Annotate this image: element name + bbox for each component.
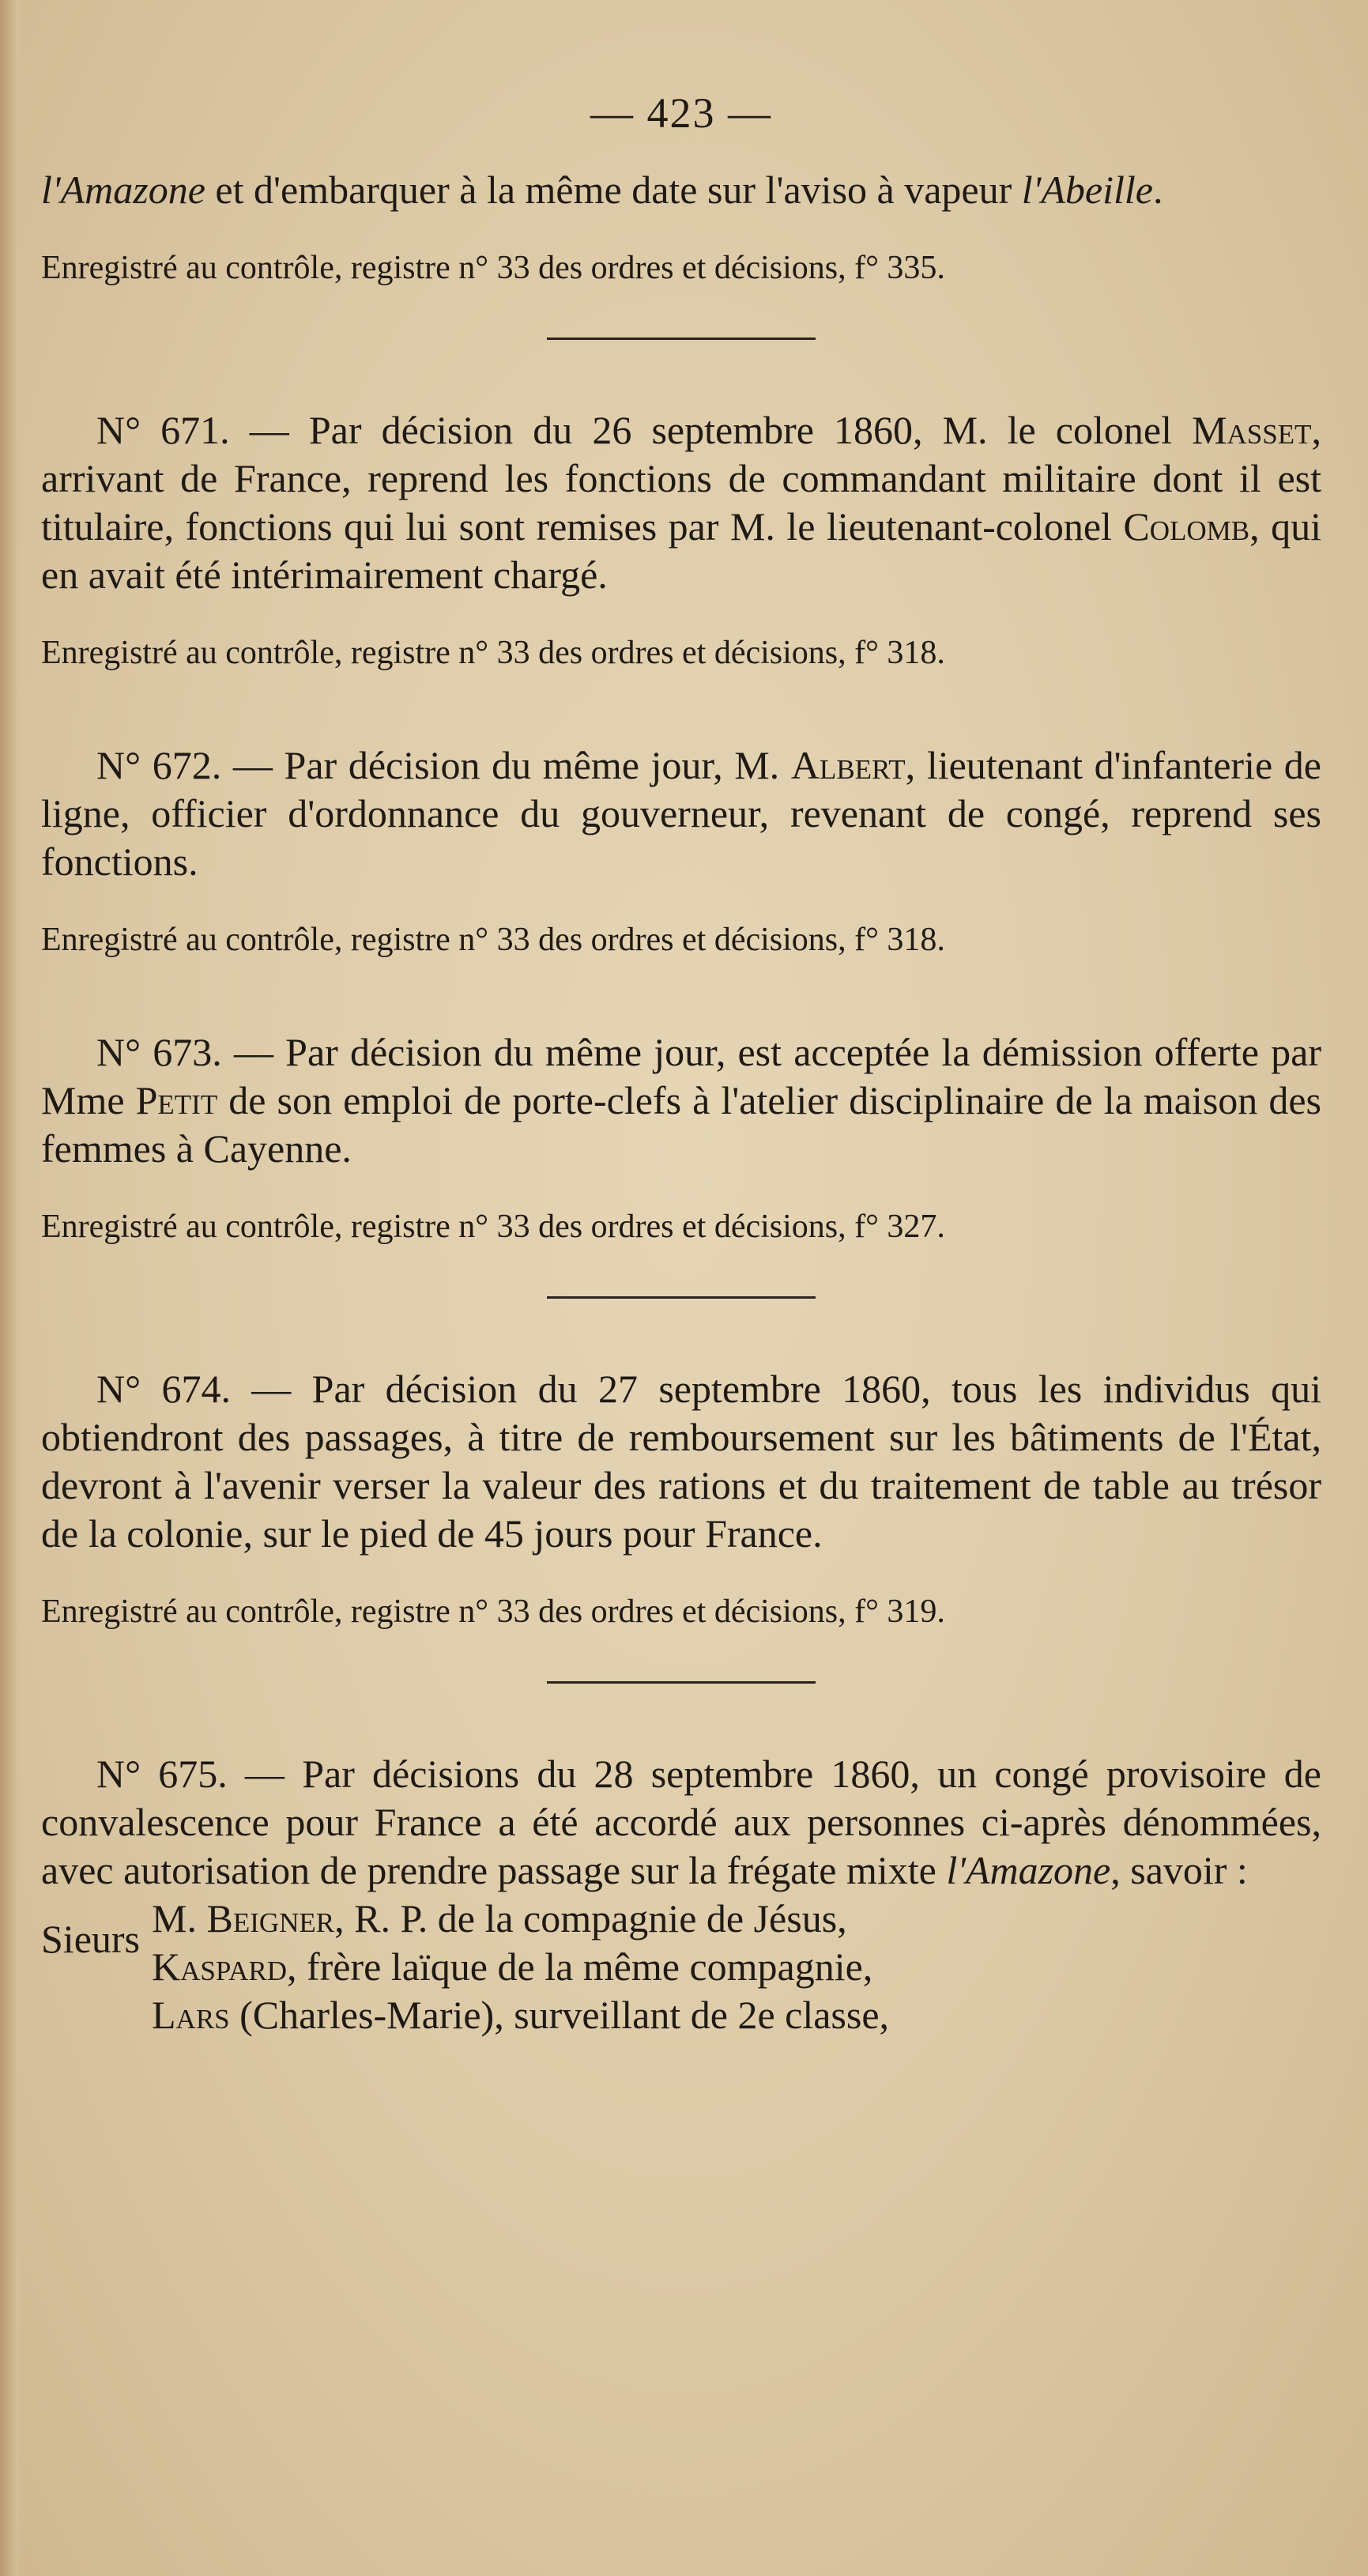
person-name: Colomb [1123, 504, 1250, 549]
registration-note: Enregistré au contrôle, registre n° 33 des ordres et décisions, f° 318. [41, 922, 945, 958]
registration-note: Enregistré au contrôle, registre n° 33 des ordres et décisions, f° 335. [41, 250, 945, 286]
persons-list [41, 1895, 1321, 2039]
registration-note: Enregistré au contrôle, registre n° 33 des ordres et décisions, f° 319. [41, 1593, 945, 1630]
intro-paragraph: l'Amazone et d'embarquer à la même date sur l'aviso à vapeur l'Abeille. [41, 168, 1163, 212]
registration-note: Enregistré au contrôle, registre n° 33 des ordres et décisions, f° 327. [41, 1209, 945, 1245]
page-content [41, 89, 1321, 2039]
entry-673: N° 673. — Par décision du même jour, est acceptée la démission offerte par Mme Petit de son emploi de porte-clefs à l'atelier disciplinaire de la maison des femmes à Cayenne. [41, 1030, 1321, 1171]
list-item: Sieurs M. Beigner, R. P. de la compagnie de Jésus, [152, 1895, 1321, 1943]
ship-name: l'Abeille [1021, 168, 1153, 212]
person-name: Masset [1192, 408, 1312, 452]
page-spine-shadow [0, 0, 21, 2576]
person-name: Albert [790, 743, 906, 787]
entry-674: N° 674. — Par décision du 27 septembre 1860, tous les individus qui obtiendront des passages, à titre de remboursement sur les bâtiments de l'État, devront à l'avenir verser la valeur des rations et du traitement de table au trésor de la colonie, sur le pied de 45 jours pour France. [41, 1367, 1321, 1556]
person-name: Kaspard [152, 1944, 287, 1989]
person-name: Beigner [206, 1896, 335, 1940]
ship-name: l'Amazone [946, 1848, 1111, 1892]
page-number: — 423 — [590, 89, 772, 137]
entry-672: N° 672. — Par décision du même jour, M. Albert, lieutenant d'infanterie de ligne, officier d'ordonnance du gouverneur, revenant de congé, reprend ses fonctions. [41, 743, 1321, 884]
entry-675: N° 675. — Par décisions du 28 septembre 1860, un congé provisoire de convalescence pour France a été accordé aux personnes ci-après dénommées, avec autorisation de prendre passage sur la frégate mixte l'Amazone, savoir : [41, 1752, 1321, 1892]
person-name: Petit [135, 1078, 218, 1122]
list-item: Lars (Charles-Marie), surveillant de 2e classe, [152, 1993, 890, 2037]
entry-671: N° 671. — Par décision du 26 septembre 1860, M. le colonel Masset, arrivant de France, reprend les fonctions de commandant militaire dont il est titulaire, fonctions qui lui sont remises par M. le lieutenant-colonel Colomb, qui en avait été intérimairement chargé. [41, 408, 1321, 597]
ship-name: l'Amazone [41, 168, 205, 212]
list-item: Kaspard, frère laïque de la même compagnie, [152, 1944, 873, 1989]
person-name: Lars [152, 1993, 230, 2037]
registration-note: Enregistré au contrôle, registre n° 33 des ordres et décisions, f° 318. [41, 635, 945, 671]
sieurs-label: Sieurs [41, 1917, 140, 1961]
